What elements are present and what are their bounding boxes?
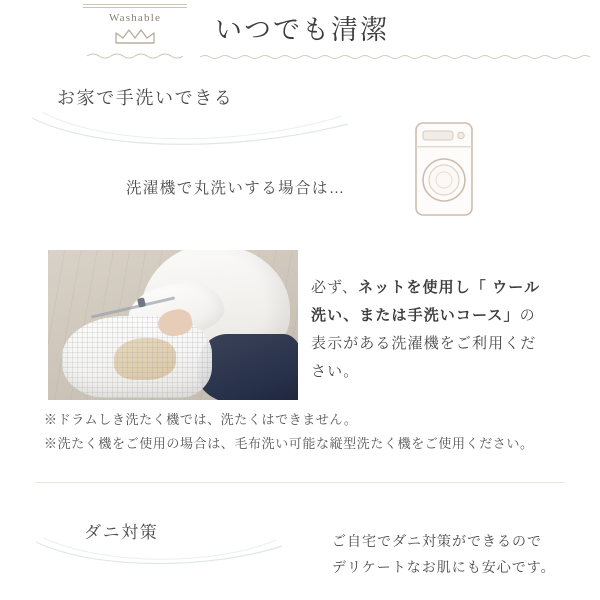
note-drum-washer: ※ドラムしき洗たく機では、洗たくはできません。 xyxy=(44,412,358,427)
section2-title: ダニ対策 xyxy=(84,523,159,542)
note-vertical-washer: ※洗たく機をご使用の場合は、毛布洗い可能な縦型洗たく機をご使用ください。 xyxy=(44,436,534,451)
section-divider xyxy=(36,482,564,483)
instruction-line-2-emphasis: 洗い、または手洗いコース」 xyxy=(311,307,520,324)
decorative-swoosh-top xyxy=(30,110,350,152)
badge-wave-rule xyxy=(87,47,183,55)
washing-instructions-paragraph xyxy=(311,274,571,386)
section2-paragraph-line-2: デリケートなお肌にも安心です。 xyxy=(332,559,556,575)
washable-badge xyxy=(80,4,190,60)
photo-person-jeans xyxy=(198,334,298,400)
laundry-net-photo xyxy=(48,250,298,400)
instruction-line-3: 表示がある洗濯機をご利用くだ xyxy=(311,335,537,352)
badge-top-rule xyxy=(83,4,187,8)
instruction-line-1 xyxy=(311,274,571,302)
instruction-line-1-prefix: 必ず、 xyxy=(311,279,359,296)
instruction-line-1-emphasis: ネットを使用し「 ウール xyxy=(358,279,541,296)
section1-subtitle: 洗濯機で丸洗いする場合は… xyxy=(126,180,346,197)
header xyxy=(0,0,600,72)
instruction-line-2 xyxy=(311,302,571,330)
page-title: いつでも清潔 xyxy=(215,15,389,45)
instruction-line-2-suffix: の xyxy=(519,307,536,324)
washing-machine-icon xyxy=(413,120,475,218)
section1-title: お家で手洗いできる xyxy=(57,88,234,108)
section2-paragraph-line-1: ご自宅でダニ対策ができるので xyxy=(332,533,542,549)
crown-icon xyxy=(112,27,158,45)
notes-block xyxy=(44,408,564,456)
instruction-line-4: さい。 xyxy=(311,363,360,380)
badge-label: Washable xyxy=(108,12,162,24)
section2-paragraph xyxy=(332,528,582,580)
decorative-swoosh-bottom xyxy=(34,536,284,572)
header-wave-rule xyxy=(200,47,590,53)
